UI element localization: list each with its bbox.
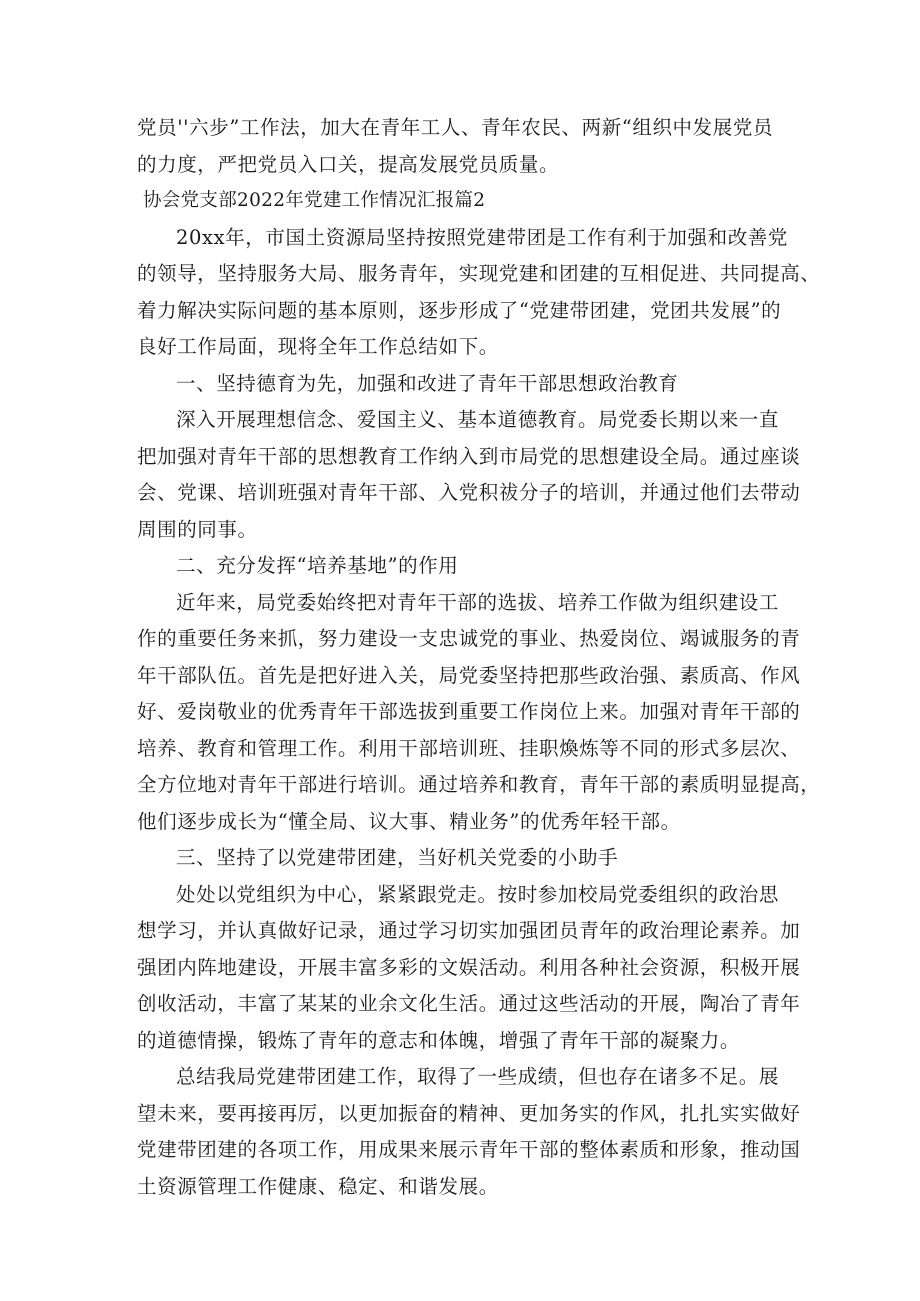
paragraph-line: 望未来，要再接再厉，以更加振奋的精神、更加务实的作风，扎扎实实做好 — [137, 1101, 801, 1125]
heading-3: 三、坚持了以党建带团建，当好机关党委的小助手 — [176, 846, 619, 869]
paragraph-line: 想学习，并认真做好记录，通过学习切实加强团员青年的政治理论素养。加 — [137, 919, 801, 942]
paragraph-line: 土资源管理工作健康、稳定、和谐发展。 — [137, 1174, 499, 1198]
paragraph-line: 全方位地对青年干部进行培训。通过培养和教育，青年干部的素质明显提高， — [137, 773, 821, 796]
paragraph-line: 良好工作局面，现将全年工作总结如下。 — [137, 335, 499, 358]
paragraph-line: 周围的同事。 — [137, 517, 258, 541]
paragraph-line: 处处以党组织为中心，紧紧跟党走。按时参加校局党委组织的政治思 — [176, 882, 780, 906]
paragraph-line: 他们逐步成长为“懂全局、议大事、精业务”的优秀年轻干部。 — [137, 809, 681, 833]
paragraph-line: 深入开展理想信念、爱国主义、基本道德教育。局党委长期以来一直 — [176, 408, 780, 431]
paragraph-line: 党员''六步”工作法，加大在青年工人、青年农民、两新“组织中发展党员 — [137, 116, 774, 139]
paragraph-line: 作的重要任务来抓，努力建设一支忠诚党的事业、热爱岗位、竭诚服务的青 — [137, 627, 801, 650]
paragraph-line: 创收活动，丰富了某某的业余文化生活。通过这些活动的开展，陶冶了青年 — [137, 992, 801, 1015]
paragraph-line: 年干部队伍。首先是把好进入关，局党委坚持把那些政治强、素质高、作风 — [137, 663, 801, 687]
paragraph-line: 好、爱岗敬业的优秀青年干部选拔到重要工作岗位上来。加强对青年干部的 — [137, 700, 801, 723]
paragraph-line: 近年来，局党委始终把对青年干部的选拔、培养工作做为组织建设工 — [176, 590, 780, 614]
paragraph-line: 会、党课、培训班强对青年干部、入党积祓分子的培训，并通过他们去带动 — [137, 481, 801, 504]
paragraph-line: 的力度，严把党员入口关，提高发展党员质量。 — [137, 152, 560, 176]
paragraph-line: 总结我局党建带团建工作，取得了一些成绩，但也存在诸多不足。展 — [176, 1065, 780, 1088]
paragraph-line: 的道德情操，锻炼了青年的意志和体魄，增强了青年干部的凝聚力。 — [137, 1028, 741, 1052]
paragraph-line: 强团内阵地建设，开展丰富多彩的文娱活动。利用各种社会资源，积极开展 — [137, 955, 801, 979]
heading-1: 一、坚持德育为先，加强和改进了青年干部思想政治教育 — [176, 371, 679, 395]
paragraph-line: 20xx年，市国土资源局坚持按照党建带团是工作有利于加强和改善党 — [176, 225, 789, 249]
document-body — [137, 110, 821, 1205]
paragraph-line: 的领导，坚持服务大局、服务青年，实现党建和团建的互相促进、共同提高、 — [137, 262, 821, 285]
section-title: 协会党支部2022年党建工作情况汇报篇2 — [143, 190, 486, 211]
paragraph-line: 着力解决实际问题的基本原则，逐步形成了“党建带团建，党团共发展”的 — [137, 298, 782, 322]
heading-2: 二、充分发挥“培养基地”的作用 — [176, 554, 459, 577]
paragraph-line: 培养、教育和管理工作。利用干部培训班、挂职煥炼等不同的形式多层次、 — [137, 736, 801, 760]
paragraph-line: 党建带团建的各项工作，用成果来展示青年干部的整体素质和形象，推动国 — [137, 1138, 801, 1161]
paragraph-line: 把加强对青年干部的思想教育工作纳入到市局党的思想建设全局。通过座谈 — [137, 444, 801, 468]
